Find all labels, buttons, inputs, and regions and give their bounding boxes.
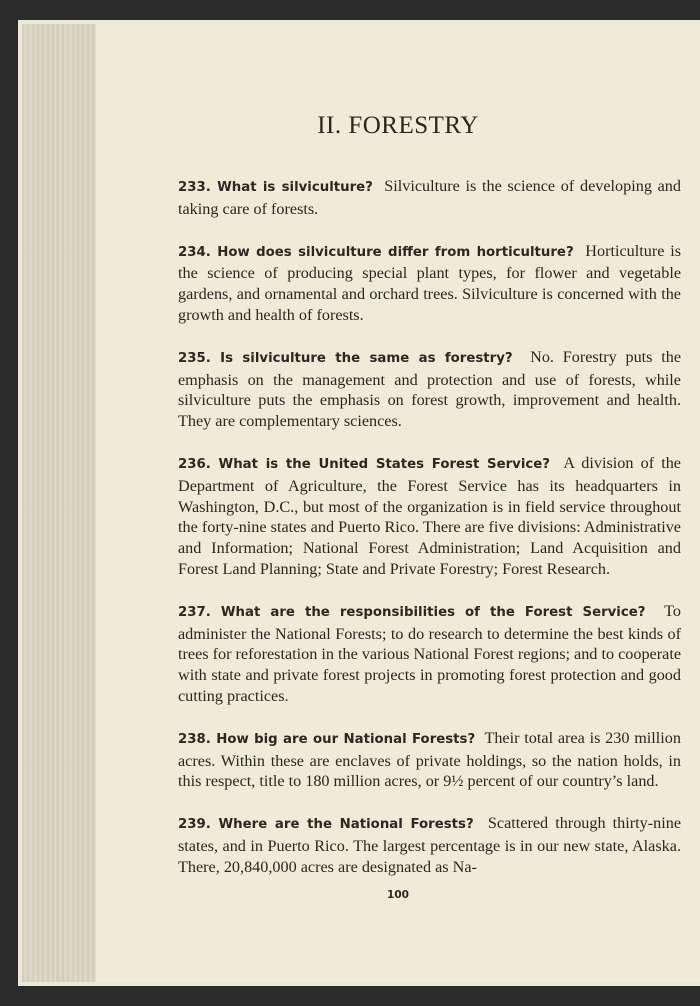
question-text: How big are our National Forests?	[216, 731, 476, 747]
question-text: Is silviculture the same as forestry?	[220, 350, 513, 366]
qa-entry	[178, 813, 681, 877]
question-heading	[178, 817, 474, 832]
question-text: What are the responsibilities of the Forest Service?	[220, 604, 646, 620]
answer-text: A division of the Department of Agriculture, the Forest Service has its headquarters in Washington, D.C., but most of the organization is in field service throughout the forty-nine states and Puerto Rico. There are five divisions: Administrative and Information; National Forest Administration; Land Acquisition and Forest Land Planning; State and Private Forestry; Forest Research.	[178, 453, 681, 578]
answer-text: To administer the National Forests; to do research to determine the best kinds of trees for reforestation in the various National Forest regions; and to cooperate with state and private forest projects in promoting forest protection and good cutting practices.	[178, 601, 681, 705]
qa-entry	[178, 728, 681, 792]
question-heading	[178, 605, 645, 620]
question-number: 239.	[178, 817, 211, 833]
qa-entry	[178, 601, 681, 707]
chapter-title: II. FORESTRY	[317, 112, 479, 139]
answer-text: Their total area is 230 million acres. Within these are enclaves of private holdings, so the nation holds, in this respect, title to 180 million acres, or 9½ percent of our country’s land.	[178, 728, 681, 791]
question-heading	[178, 180, 373, 195]
question-heading	[178, 732, 475, 747]
qa-entry	[178, 241, 681, 326]
question-text: How does silviculture differ from horticulture?	[217, 244, 574, 260]
question-number: 234.	[178, 244, 211, 260]
question-number: 233.	[178, 180, 211, 195]
answer-text: Horticulture is the science of producing special plant types, for flower and vegetable gardens, and ornamental and orchard trees. Silviculture is concerned with the growth and health of forests.	[178, 241, 681, 324]
answer-text: Scattered through thirty-nine states, and in Puerto Rico. The largest percentage is in our new state, Alaska. There, 20,840,000 acres are designated as Na-	[178, 814, 682, 876]
qa-entry	[178, 176, 681, 220]
answer-text: No. Forestry puts the emphasis on the management and protection and use of forests, while silviculture puts the emphasis on forest growth, improvement and health. They are complementary sciences.	[178, 347, 682, 431]
page-number: 100	[387, 889, 409, 901]
book-page	[96, 24, 700, 982]
question-number: 236.	[178, 456, 211, 472]
question-text: What is silviculture?	[217, 180, 373, 195]
qa-entry	[178, 453, 681, 580]
question-heading	[178, 457, 550, 472]
question-number: 237.	[178, 604, 211, 620]
question-text: What is the United States Forest Service?	[218, 456, 550, 472]
question-text: Where are the National Forests?	[218, 817, 474, 833]
question-number: 235.	[178, 350, 211, 366]
body-text	[178, 176, 681, 899]
question-heading	[178, 351, 513, 366]
page-edges	[22, 24, 97, 982]
answer-text: Silviculture is the science of developing and taking care of forests.	[178, 177, 681, 218]
qa-entry	[178, 347, 681, 432]
question-number: 238.	[178, 731, 211, 747]
question-heading	[178, 245, 574, 260]
